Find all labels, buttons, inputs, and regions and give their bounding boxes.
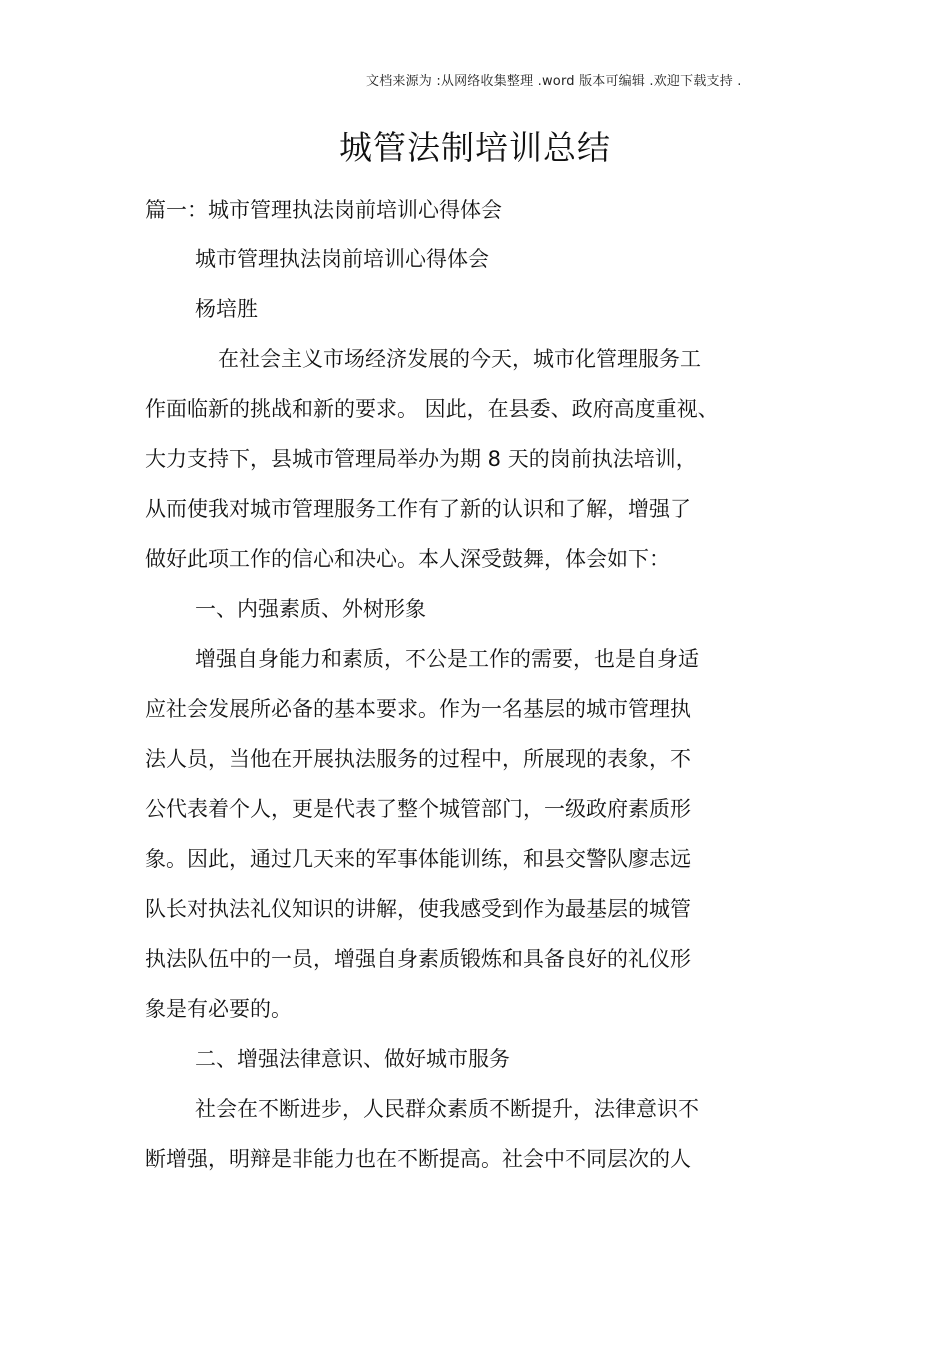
- paragraph-line: 增强自身能力和素质，不公是工作的需要，也是自身适: [195, 647, 699, 671]
- paragraph-line: 象。因此，通过几天来的军事体能训练，和县交警队廖志远: [145, 847, 691, 871]
- paragraph-line: 社会在不断进步，人民群众素质不断提升，法律意识不: [195, 1097, 699, 1121]
- paragraph-line: 做好此项工作的信心和决心。本人深受鼓舞，体会如下：: [145, 547, 670, 571]
- subsection-heading-one: 一、内强素质、外树形象: [195, 597, 426, 621]
- section-heading-part-one: 篇一：城市管理执法岗前培训心得体会: [145, 198, 502, 222]
- paragraph-line: 队长对执法礼仪知识的讲解，使我感受到作为最基层的城管: [145, 897, 691, 921]
- paragraph-line: 在社会主义市场经济发展的今天，城市化管理服务工: [218, 347, 701, 371]
- paragraph-line: 从而使我对城市管理服务工作有了新的认识和了解，增强了: [145, 497, 691, 521]
- author-name: 杨培胜: [195, 297, 258, 321]
- paragraph-line: 应社会发展所必备的基本要求。作为一名基层的城市管理执: [145, 697, 691, 721]
- document-title: 城管法制培训总结: [339, 128, 611, 167]
- paragraph-line: 公代表着个人，更是代表了整个城管部门，一级政府素质形: [145, 797, 691, 821]
- subsection-heading-two: 二、增强法律意识、做好城市服务: [195, 1047, 510, 1071]
- paragraph-line: 作面临新的挑战和新的要求。 因此，在县委、政府高度重视、: [145, 397, 719, 421]
- paragraph-line: 执法队伍中的一员，增强自身素质锻炼和具备良好的礼仪形: [145, 947, 691, 971]
- paragraph-line: 象是有必要的。: [145, 997, 292, 1021]
- article-title: 城市管理执法岗前培训心得体会: [195, 247, 489, 271]
- paragraph-line: 法人员，当他在开展执法服务的过程中，所展现的表象，不: [145, 747, 691, 771]
- paragraph-line: 大力支持下，县城市管理局举办为期 8 天的岗前执法培训，: [145, 447, 697, 471]
- paragraph-line: 断增强，明辩是非能力也在不断提高。社会中不同层次的人: [145, 1147, 691, 1171]
- header-source-note: 文档来源为 :从网络收集整理 .word 版本可编辑 .欢迎下载支持 .: [366, 74, 742, 89]
